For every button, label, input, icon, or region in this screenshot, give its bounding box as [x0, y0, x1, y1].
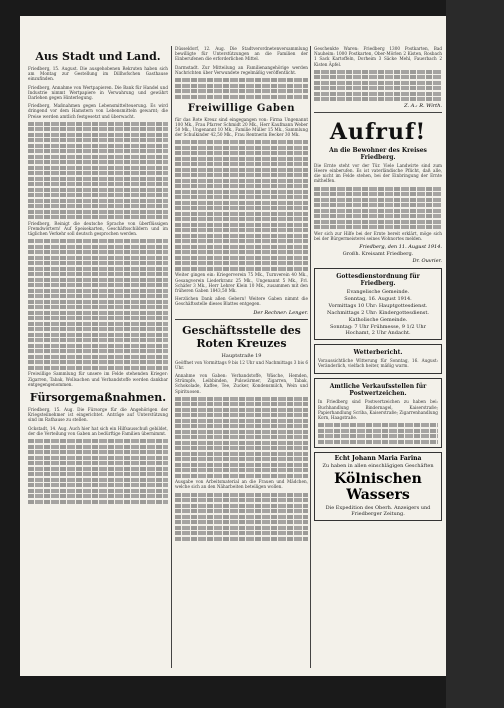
signature: Dr. Ouvrier. — [412, 258, 442, 265]
article-paragraph: Friedberg, 15. Aug. Die Fürsorge für die Angehörigen der Kriegsteilnehmer ist eingerichtet. Anträge auf Unterstützung sind im Rathause zu stellen. — [28, 407, 168, 423]
article-paragraph: für das Rote Kreuz sind eingegangen von: Firma Ungenannt 100 Mk., Frau Pfarrer Schmidt 20 Mk., Herr Kaufmann Weber 50 Mk., Ungenannt 10 Mk., Familie Müller 15 Mk., Sammlung der Schulkinder 42,50 Mk., Frau Rentnerin Becker 30 Mk. — [175, 116, 308, 138]
service-line: Nachmittags 2 Uhr: Kindergottesdienst. — [327, 310, 429, 317]
service-line: Sonntag: 7 Uhr Frühmesse, 9 1/2 Uhr Hochamt, 2 Uhr Andacht. — [329, 324, 427, 337]
aufruf-headline: Aufruf! — [329, 118, 427, 145]
weather-box — [314, 344, 442, 374]
article-paragraph: In Friedberg sind Postwertzeichen zu haben bei: Buchhandlung Bindernagel, Kaiserstraße; Papierhandlung Scriba, Kaiserstraße; Zigarrenhandlung Korn, Haagstraße. — [318, 399, 438, 421]
dense-text-block — [175, 493, 308, 541]
dense-text-block — [28, 239, 168, 370]
article-paragraph: Weiter gingen ein: Kriegerverein 75 Mk., Turnverein 40 Mk., Gesangverein Liederkranz 25 Mk., Ungenannt 5 Mk., Frl. Schäfer 3 Mk., Herr Lehrer Klein 10 Mk., zusammen mit den früheren Gaben 1843,50 Mk. — [175, 272, 308, 293]
ad-product: Kölnischen Wassers — [334, 471, 422, 504]
article-paragraph: Annahme von Gaben: Verbandstoffe, Wäsche, Hemden, Strümpfe, Leibbinden, Pulswärmer, Zigarren, Tabak, Schokolade, Kaffee, Tee, Zucker, Kondensmilch, Wein und Spirituosen. — [175, 372, 308, 394]
service-line: Sonntag, 16. August 1914. — [344, 296, 412, 303]
ad-brand: Echt Johann Maria Farina — [334, 455, 422, 463]
article-paragraph: Friedberg, 15. August. Die ausgehobenen Rekruten haben sich am Montag zur Gestellung im Dillhofschen Gasthause einzufinden. — [28, 66, 168, 82]
dense-text-block — [314, 187, 442, 230]
section-subheading: Hauptstraße 19 — [221, 352, 262, 359]
section-heading: Aus Stadt und Land. — [35, 50, 161, 63]
article-paragraph: Wer sich zur Hilfe bei der Ernte bereit erklärt, möge sich bei der Bürgermeisterei seines Wohnortes melden. — [314, 230, 442, 241]
column-rule — [310, 46, 311, 668]
article-paragraph: Die Ernte steht vor der Tür. Viele Landwirte sind zum Heere einberufen. Es ist vaterländische Pflicht, daß alle, die nicht im Felde stehen, bei der Einbringung der Ernte mithelfen. — [314, 162, 442, 184]
section-heading: Fürsorgemaßnahmen. — [29, 391, 167, 405]
dense-text-block — [28, 439, 168, 504]
article-paragraph: Darmstadt. Zur Mitteilung an Familienangehörige werden Nachrichten über Verwundete regelmäßig veröffentlicht. — [175, 64, 308, 75]
article-paragraph: Friedberg, Reinigt die deutsche Sprache von überflüssigen Fremdwörtern! Auf Speisekarten, Geschäftsschildern und im täglichen Verkehr soll deutsch gesprochen werden. — [28, 220, 168, 237]
article-paragraph: Freiwillige Sammlung für unsere im Felde stehenden Krieger: Zigarren, Tabak, Wollsachen und Verbandstoffe werden dankbar entgegengenommen. — [28, 371, 168, 387]
binding-spine — [446, 0, 504, 708]
divider — [314, 112, 442, 113]
signature: Der Rechner: Lenger. — [253, 309, 308, 316]
newspaper-page — [20, 16, 446, 676]
column-1 — [28, 46, 168, 671]
dense-text-block — [314, 70, 442, 102]
dense-text-block — [175, 78, 308, 99]
divider — [175, 319, 308, 320]
signature: Friedberg, den 11. August 1914. — [359, 244, 442, 251]
dense-text-block — [175, 397, 308, 478]
service-line: Katholische Gemeinde. — [348, 317, 408, 324]
article-paragraph: Friedberg, Annahme von Wertpapieren. Die Bank für Handel und Industrie nimmt Wertpapiere in Verwahrung und gewährt Darlehen gegen Hinterlegung. — [28, 84, 168, 101]
column-rule — [171, 46, 172, 668]
article-paragraph: Voraussichtliche Witterung für Sonntag, 16. August: Veränderlich, vielfach heiter, mäßig warm. — [318, 358, 438, 369]
ad-text: Zu haben in allen einschlägigen Geschäften — [322, 463, 434, 470]
column-3 — [314, 46, 442, 671]
article-paragraph: Geschenkte Waren: Friedberg 1300 Postkarten, Bad Nauheim: 1000 Postkarten, Ober-Mörlen 2 Kisten, Rosbach 1 Sack Kartoffeln, Dorheim 3 Säcke Mehl, Fauerbach 2 Kisten Äpfel. — [314, 46, 442, 67]
box-subheading: Evangelische Gemeinde. — [346, 289, 410, 296]
section-heading: Freiwillige Gaben — [187, 102, 296, 114]
post-notice-box — [314, 378, 442, 448]
box-heading: Wetterbericht. — [353, 349, 403, 357]
signature: Großh. Kreisamt Friedberg. — [342, 251, 414, 258]
article-paragraph: Ausgabe von Arbeitsmaterial an die Frauen und Mädchen, welche sich an den Näharbeiten beteiligen wollen. — [175, 479, 308, 490]
signature: Z. A.: R. Wirth. — [404, 102, 442, 109]
dense-text-block — [175, 140, 308, 271]
box-heading: Amtliche Verkaufsstellen für Postwertzeichen. — [329, 383, 427, 398]
article-paragraph: Friedberg, Maßnahmen gegen Lebensmittelteuerung. Es wird dringend vor dem Hamstern von Lebensmitteln gewarnt; die Preise werden amtlich festgesetzt und überwacht. — [28, 103, 168, 119]
church-notice-box — [314, 268, 442, 340]
article-paragraph: Ockstadt, 14. Aug. Auch hier hat sich ein Hilfsausschuß gebildet, der die Verteilung von Gaben an bedürftige Familien übernimmt. — [28, 425, 168, 436]
box-heading: Gottesdienstordnung für Friedberg. — [336, 273, 420, 288]
advertisement-box — [314, 452, 442, 521]
column-2 — [175, 46, 308, 671]
dense-text-block — [28, 122, 168, 220]
service-line: Vormittags 10 Uhr: Hauptgottesdienst. — [328, 303, 428, 310]
ad-footer: Die Expedition des Oberh. Anzeigers und Friedberger Zeitung. — [325, 505, 431, 518]
aufruf-subheading: An die Bewohner des Kreises Friedberg. — [329, 146, 427, 161]
article-paragraph: Herzlichen Dank allen Gebern! Weitere Gaben nimmt die Geschäftsstelle dieses Blattes entgegen. — [175, 296, 308, 307]
article-paragraph: Geöffnet von Vormittags 9 bis 12 Uhr und Nachmittags 3 bis 6 Uhr. — [175, 359, 308, 370]
dense-text-block — [318, 423, 438, 444]
section-heading: Geschäftsstelle des Roten Kreuzes — [182, 323, 301, 350]
article-paragraph: Düsseldorf, 12. Aug. Die Stadtverordnetenversammlung bewilligte für Unterstützungen an die Familien der Einberufenen die erforderlichen Mittel. — [175, 46, 308, 62]
